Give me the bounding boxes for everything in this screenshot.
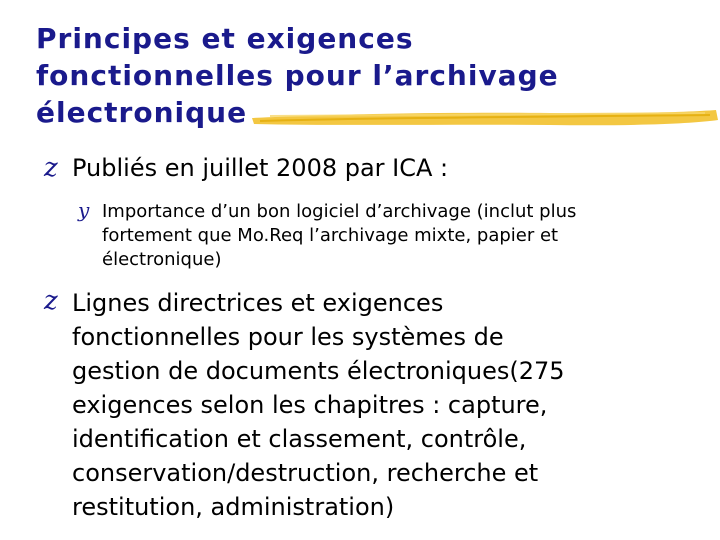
title-highlight-stroke [250, 104, 720, 134]
sub-bullet-text [102, 200, 576, 272]
bullet-line: Importance d’un bon logiciel d’archivage (inclut plus [102, 201, 577, 222]
z-bullet-icon: z [44, 153, 58, 183]
bullet-line: Lignes directrices et exigences [72, 289, 444, 317]
bullet-line: identification et classement, contrôle, [72, 425, 527, 453]
slide-title-line: fonctionnelles pour l’archivage [36, 59, 559, 92]
bullet-text [72, 153, 448, 183]
slide-title-line: électronique [36, 96, 248, 129]
bullet-line: Publiés en juillet 2008 par ICA : [72, 154, 449, 182]
y-bullet-icon: y [78, 198, 90, 222]
bullet-line: gestion de documents électroniques(275 [72, 357, 565, 385]
bullet-item [44, 153, 448, 183]
bullet-line: restitution, administration) [72, 493, 395, 521]
bullet-line: électronique) [102, 249, 222, 270]
slide-title-line: Principes et exigences [36, 22, 414, 55]
z-bullet-icon: z [44, 286, 58, 316]
bullet-line: fortement que Mo.Req l’archivage mixte, papier et [102, 225, 559, 246]
sub-bullet-item [78, 198, 576, 272]
bullet-line: conservation/destruction, recherche et [72, 459, 539, 487]
bullet-text [72, 286, 565, 524]
bullet-line: exigences selon les chapitres : capture, [72, 391, 548, 419]
bullet-line: fonctionnelles pour les systèmes de [72, 323, 504, 351]
bullet-item [44, 286, 565, 524]
